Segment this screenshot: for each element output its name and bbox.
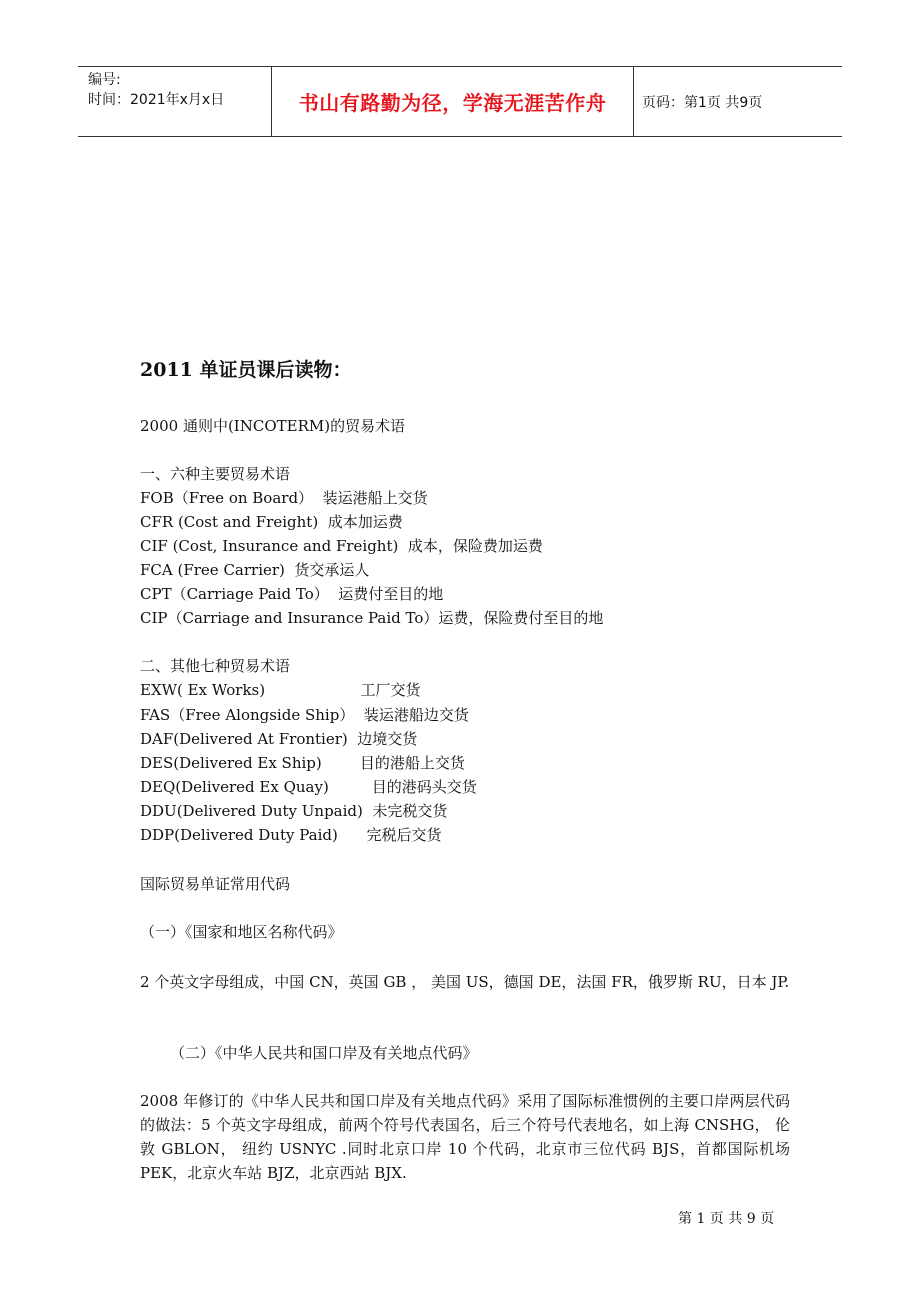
sub2-paragraph: 2008 年修订的《中华人民共和国口岸及有关地点代码》采用了国际标准惯例的主要口岸两层代码的做法：5 个英文字母组成，前两个符号代表国名，后三个符号代表地名，如上海 CNSHG， 伦敦 GBLON， 纽约 USNYC .同时北京口岸 10 个代码，北京市三位代码 BJS，首都国际机场 PEK，北京火车站 BJZ，北京西站 BJX. [140,1092,790,1182]
sub1-heading: （一）《国家和地区名称代码》 [140,923,343,941]
header-motto: 书山有路勤为径，学海无涯苦作舟 [272,67,634,136]
section1-item: CFR (Cost and Freight) 成本加运费 [140,513,403,531]
sub2-heading: （二）《中华人民共和国口岸及有关地点代码》 [170,1044,478,1062]
section1-item: CIF (Cost, Insurance and Freight) 成本，保险费加运费 [140,537,543,555]
codes-heading: 国际贸易单证常用代码 [140,875,291,893]
section2-item: DES(Delivered Ex Ship) 目的港船上交货 [140,754,465,772]
section2-item: DDP(Delivered Duty Paid) 完税后交货 [140,826,442,844]
section2-item: FAS（Free Alongside Ship） 装运港船边交货 [140,706,469,724]
page-header [78,66,842,137]
section2-item: DEQ(Delivered Ex Quay) 目的港码头交货 [140,778,477,796]
time-label: 时间：2021年x月x日 [88,92,225,108]
intro-line: 2000 通则中(INCOTERM)的贸易术语 [140,417,406,435]
section2-item: DDU(Delivered Duty Unpaid) 未完税交货 [140,802,448,820]
document-title: 2011 单证员课后读物： [140,359,352,381]
section1-item: CPT（Carriage Paid To） 运费付至目的地 [140,585,444,603]
serial-label: 编号: [88,72,121,88]
header-meta [78,67,272,136]
header-page-info: 页码：第1页 共9页 [642,94,763,111]
page-footer: 第 1 页 共 9 页 [678,1211,775,1227]
sub1-paragraph: 2 个英文字母组成，中国 CN，英国 GB ， 美国 US，德国 DE，法国 FR，俄罗斯 RU，日本 JP. [140,973,790,991]
section2-item: DAF(Delivered At Frontier) 边境交货 [140,730,418,748]
section2-item: EXW( Ex Works) 工厂交货 [140,681,421,699]
section2-heading: 二、其他七种贸易术语 [140,657,291,675]
section1-heading: 一、六种主要贸易术语 [140,465,291,483]
section1-item: CIP（Carriage and Insurance Paid To）运费，保险费付至目的地 [140,609,604,627]
section1-item: FCA (Free Carrier) 货交承运人 [140,561,370,579]
section1-item: FOB（Free on Board） 装运港船上交货 [140,489,428,507]
